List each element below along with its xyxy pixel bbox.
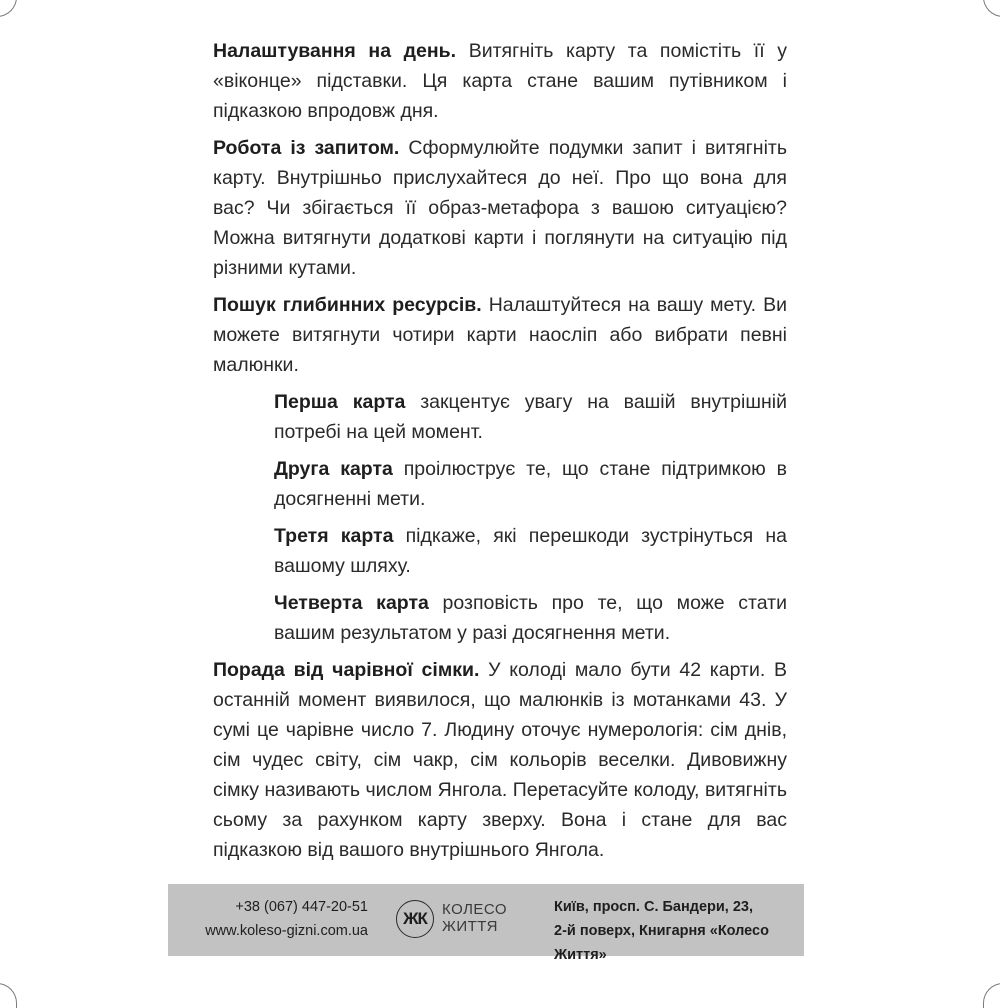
logo-wordmark <box>442 901 507 935</box>
logo-line-2: ЖИТТЯ <box>442 918 498 935</box>
paragraph-heading: Робота із запитом. <box>213 137 400 159</box>
card-corner-top-left <box>0 0 17 17</box>
card-corner-top-right <box>983 0 1000 17</box>
paragraph-deep-resources <box>213 290 787 380</box>
card-item-first <box>274 387 787 447</box>
paragraph-magic-seven <box>213 655 787 865</box>
address-line-2: 2-й поверх, Книгарня «Колесо Життя» <box>554 923 769 963</box>
card-item-third <box>274 521 787 581</box>
website-link[interactable]: www.koleso-gizni.com.ua <box>205 923 368 939</box>
instructions-text <box>213 36 787 872</box>
paragraph-heading: Порада від чарівної сімки. <box>213 659 480 681</box>
address-block <box>554 895 804 967</box>
paragraph-body: Витягніть карту та помістіть її у «віконце» підставки. Ця карта стане вашим путівником і підказкою впродовж дня. <box>213 40 787 122</box>
contact-block <box>205 895 368 943</box>
card-item-second <box>274 454 787 514</box>
card-item-body: підкаже, які перешкоди зустрінуться на вашому шляху. <box>274 525 787 577</box>
card-item-body: проілюструє те, що стане підтримкою в досягненні мети. <box>274 458 787 510</box>
paragraph-heading: Налаштування на день. <box>213 40 457 62</box>
card-item-body: розповість про те, що може стати вашим результатом у разі досягнення мети. <box>274 592 787 644</box>
paragraph-day-setup <box>213 36 787 126</box>
card-corner-bottom-right <box>983 983 1000 1008</box>
card-item-heading: Четверта карта <box>274 592 429 614</box>
card-item-fourth <box>274 588 787 648</box>
card-corner-bottom-left <box>0 983 17 1008</box>
paragraph-body: Сформулюйте подумки запит і витягніть карту. Внутрішньо прислухайтеся до неї. Про що вона для вас? Чи збігається її образ-метафора з вашою ситуацією? Можна витягнути додаткові карти і поглянути на ситуацію під різними кутами. <box>213 137 787 279</box>
card-item-heading: Перша карта <box>274 391 406 413</box>
card-item-body: закцентує увагу на вашій внутрішній потребі на цей момент. <box>274 391 787 443</box>
logo-mark-icon: ЖК <box>396 900 434 938</box>
card-item-heading: Друга карта <box>274 458 393 480</box>
paragraph-body: У колоді мало бути 42 карти. В останній момент виявилося, що малюнків із мотанками 43. У сумі це чарівне число 7. Людину оточує нумерологія: сім днів, сім чудес світу, сім чакр, сім кольорів веселки. Дивовижну сімку називають числом Янгола. Перетасуйте колоду, витягніть сьому за рахунком карту зверху. Вона і стане для вас підказкою від вашого внутрішнього Янгола. <box>213 659 787 861</box>
phone-number: +38 (067) 447-20-51 <box>235 899 368 915</box>
paragraph-body: Налаштуйтеся на вашу мету. Ви можете витягнути чотири карти наосліп або вибрати певні малюнки. <box>213 294 787 376</box>
card-item-heading: Третя карта <box>274 525 394 547</box>
publisher-footer <box>168 884 804 963</box>
publisher-logo <box>396 898 536 942</box>
address-line-1: Київ, просп. С. Бандери, 23, <box>554 899 753 915</box>
paragraph-query-work <box>213 133 787 283</box>
paragraph-heading: Пошук глибинних ресурсів. <box>213 294 482 316</box>
logo-line-1: КОЛЕСО <box>442 901 508 918</box>
